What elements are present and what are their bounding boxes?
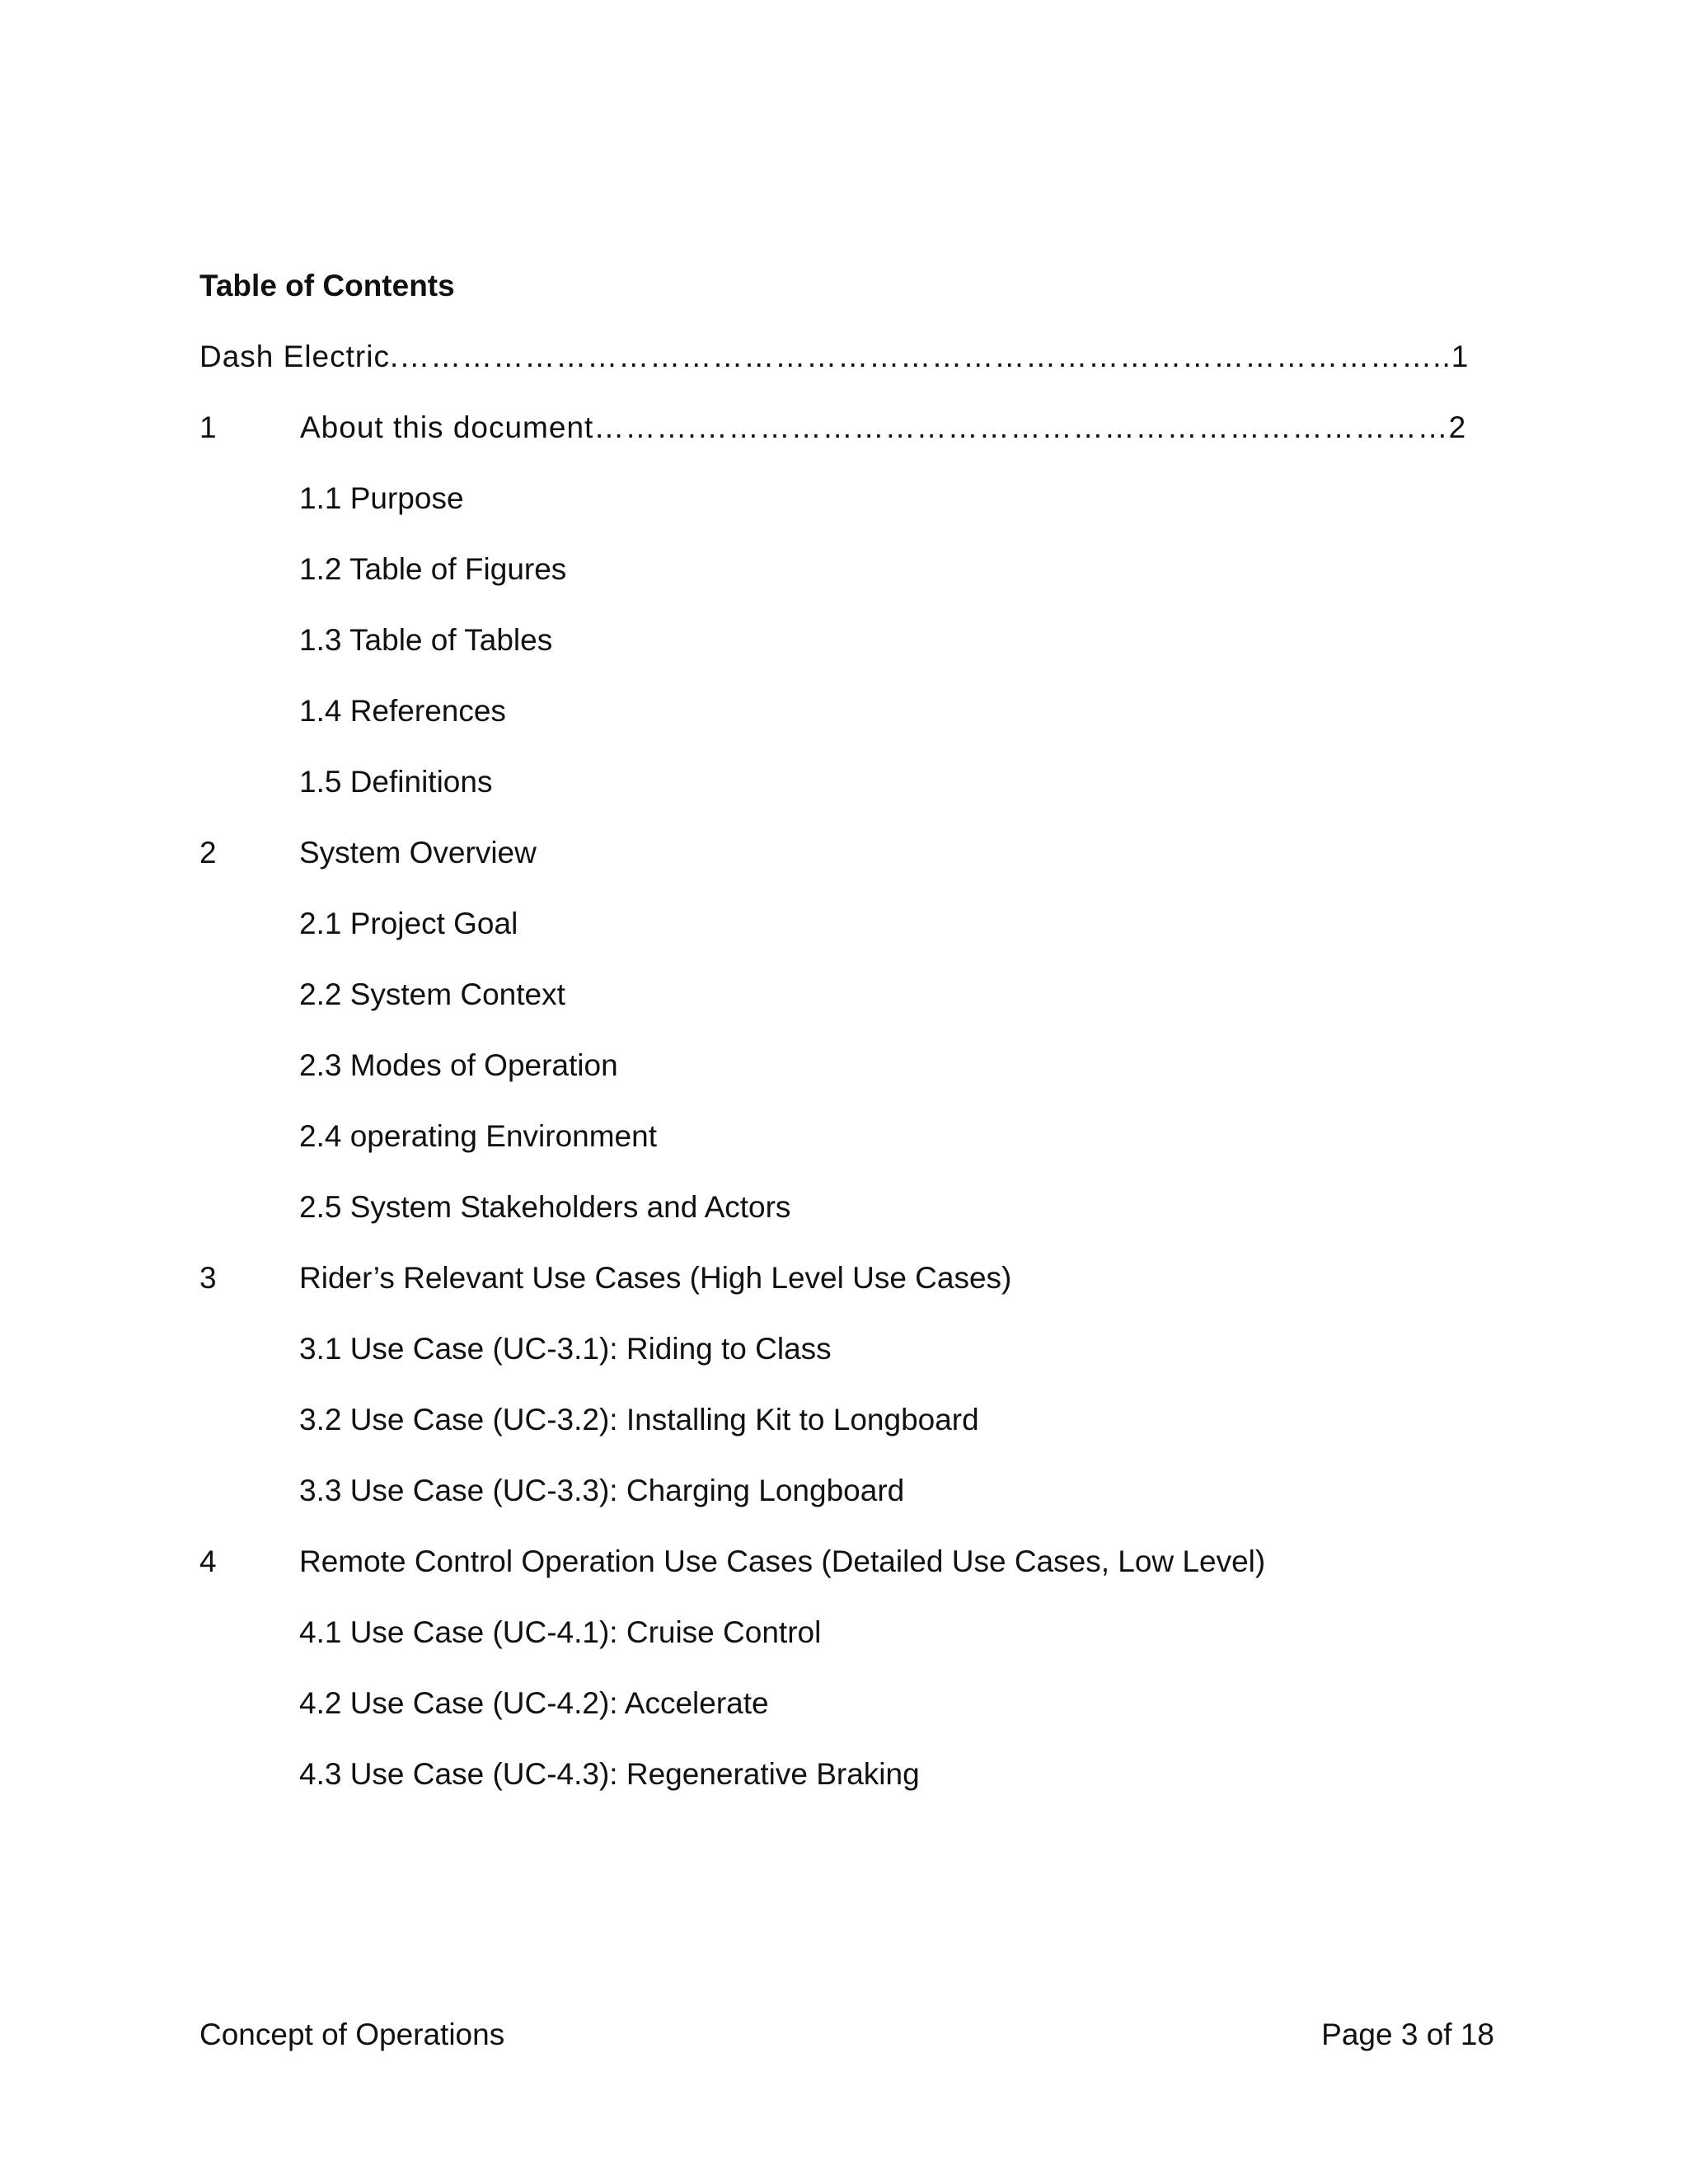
toc-heading: Table of Contents [199,269,455,302]
toc-entry: 2.4 operating Environment [299,1119,657,1153]
toc-entry-label: Dash Electric.………………………………………………………………………………………..1 [199,340,1470,373]
toc-entry: 2.3 Modes of Operation [299,1048,618,1082]
toc-entry: 1.1 Purpose [299,481,464,515]
toc-section-number: 4 [199,1544,217,1578]
toc-entry: 3.2 Use Case (UC-3.2): Installing Kit to Longboard [299,1403,979,1436]
toc-entry: 2.2 System Context [299,977,565,1011]
toc-entry: 4.1 Use Case (UC-4.1): Cruise Control [299,1615,822,1649]
toc-entry: 1.5 Definitions [299,765,493,799]
toc-entry: 4.2 Use Case (UC-4.2): Accelerate [299,1686,769,1720]
toc-section-number: 2 [199,836,217,869]
toc-entry: 1.4 References [299,694,506,728]
toc-entry-dash-electric [199,336,1469,377]
toc-entry: 2.1 Project Goal [299,907,518,940]
footer-page-number: Page 3 of 18 [1321,2018,1494,2051]
toc-entry: Rider’s Relevant Use Cases (High Level Use Cases) [299,1261,1012,1295]
footer-document-title: Concept of Operations [199,2018,505,2051]
toc-entry: 4.3 Use Case (UC-4.3): Regenerative Braking [299,1757,920,1791]
toc-entry: 3.1 Use Case (UC-3.1): Riding to Class [299,1332,832,1366]
toc-entry: 1.2 Table of Figures [299,552,567,586]
toc-entry: 3.3 Use Case (UC-3.3): Charging Longboard [299,1474,905,1507]
toc-entry-about [300,407,1466,448]
toc-entry: 1.3 Table of Tables [299,623,553,657]
toc-entry: Remote Control Operation Use Cases (Detailed Use Cases, Low Level) [299,1544,1266,1578]
toc-section-number: 1 [199,410,217,444]
toc-entry: System Overview [299,836,537,869]
toc-entry: 2.5 System Stakeholders and Actors [299,1190,791,1224]
toc-section-number: 3 [199,1261,217,1295]
toc-entry-label: About this document……….………………………………………………………………2 [300,410,1467,444]
